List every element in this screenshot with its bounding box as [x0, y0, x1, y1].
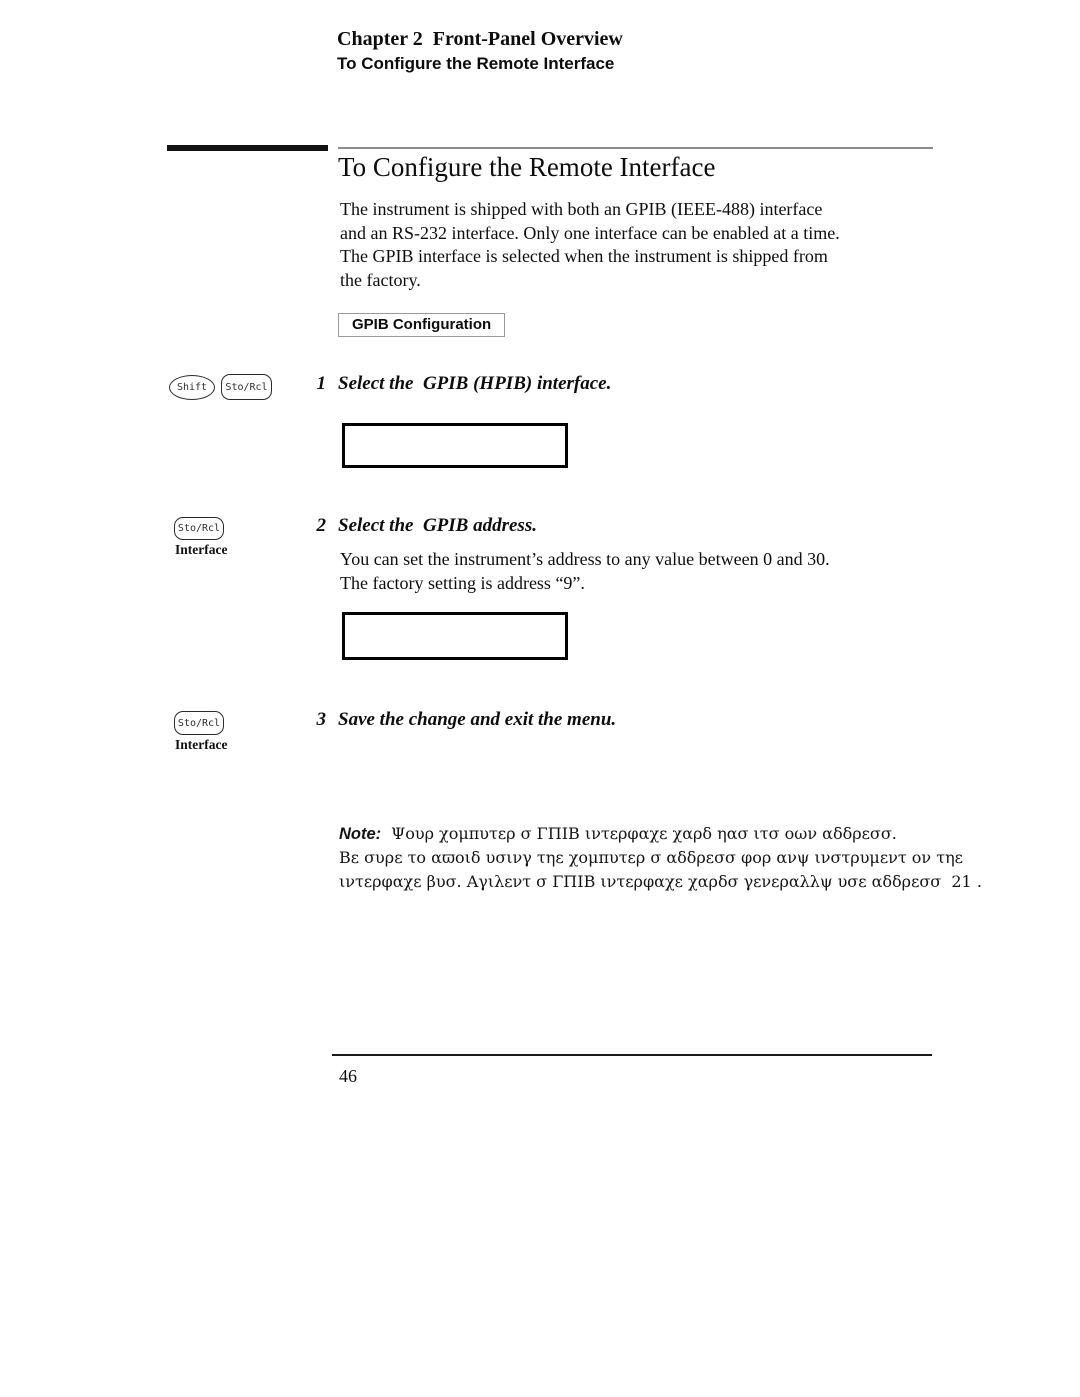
step-2-body: [340, 548, 830, 595]
running-header-section: To Configure the Remote Interface: [337, 54, 615, 73]
sto-rcl-key-label: Sto/Rcl: [225, 381, 268, 393]
sto-rcl-key: [174, 711, 224, 735]
section-marker-bar: [167, 145, 328, 151]
intro-line: and an RS-232 interface. Only one interface can be enabled at a time.: [340, 222, 840, 243]
note-line: [339, 822, 982, 846]
step-3-heading: Save the change and exit the menu.: [338, 709, 617, 730]
step-1-number: 1: [316, 373, 326, 394]
step-2-body-line: You can set the instrument’s address to any value between 0 and 30.: [340, 549, 830, 569]
step-2-number: 2: [316, 515, 326, 536]
note-line: Βε συρε το αϖοιδ υσινγ τηε χομπυτερ σ αδδρεσσ φορ ανψ ινστρυμεντ ον τηε: [339, 848, 963, 867]
title-rule: [338, 147, 933, 149]
step-1-heading: Select the GPIB (HPIB) interface.: [338, 373, 612, 394]
display-box-2: [342, 612, 568, 660]
page-number: 46: [339, 1066, 357, 1086]
sto-rcl-key-label: Sto/Rcl: [177, 717, 221, 729]
display-box-1: [342, 423, 568, 468]
running-header-chapter: Chapter 2 Front-Panel Overview: [337, 28, 623, 50]
interface-key-sublabel: Interface: [175, 737, 228, 752]
note-paragraph: [339, 822, 982, 894]
intro-line: the factory.: [340, 269, 421, 290]
footer-rule: [332, 1054, 932, 1056]
sto-rcl-key-label: Sto/Rcl: [177, 523, 221, 534]
shift-key: [169, 375, 215, 400]
running-header: [337, 27, 623, 74]
step-2-body-line: The factory setting is address “9”.: [340, 572, 585, 593]
intro-line: The GPIB interface is selected when the instrument is shipped from: [340, 246, 828, 266]
step-3-number: 3: [316, 709, 326, 730]
note-label: Note:: [339, 825, 382, 843]
step-2-heading: Select the GPIB address.: [338, 515, 537, 536]
shift-key-label: Shift: [176, 382, 208, 393]
interface-key-sublabel: Interface: [175, 542, 228, 557]
page-title: To Configure the Remote Interface: [338, 152, 716, 182]
intro-paragraph: [340, 198, 840, 292]
sto-rcl-key: [221, 374, 272, 400]
gpib-configuration-badge: GPIB Configuration: [338, 313, 505, 337]
note-text: Ψουρ χομπυτερ σ ΓΠΙΒ ιντερφαχε χαρδ ηασ ιτσ οων αδδρεσσ.: [391, 824, 897, 843]
sto-rcl-key: [174, 517, 224, 540]
note-line: ιντερφαχε βυσ. Αγιλεντ σ ΓΠΙΒ ιντερφαχε χαρδσ γενεραλλψ υσε αδδρεσσ 21 .: [339, 872, 982, 891]
intro-line: The instrument is shipped with both an GPIB (IEEE-488) interface: [340, 199, 823, 219]
